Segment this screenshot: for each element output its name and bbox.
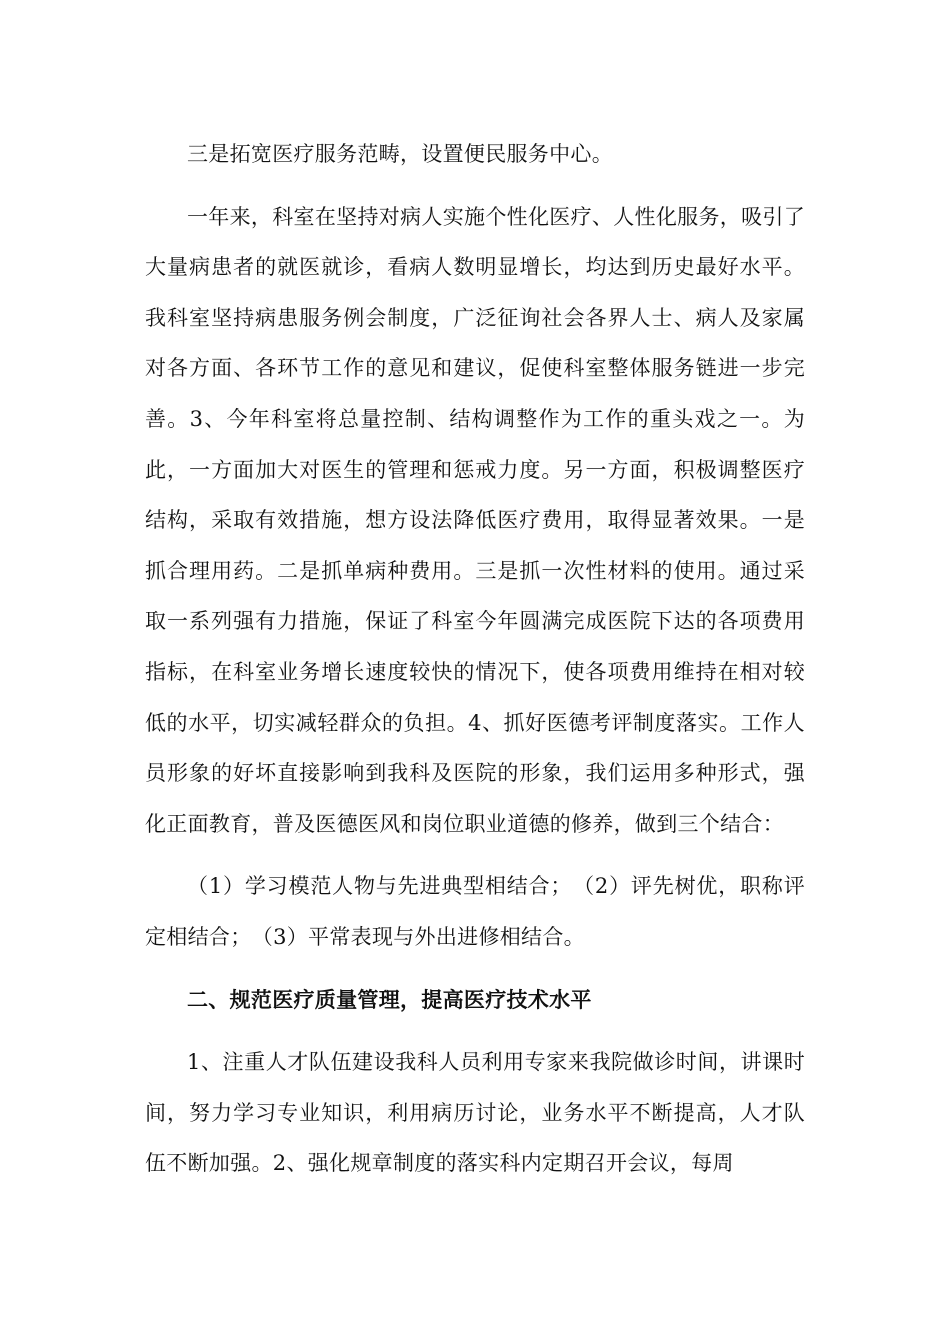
paragraph-talent-team: 1、注重人才队伍建设我科人员利用专家来我院做诊时间，讲课时间，努力学习专业知识，利用病历讨论，业务水平不断提高，人才队伍不断加强。2、强化规章制度的落实科内定期召开会议，每周 — [145, 1050, 805, 1176]
paragraph-gap — [145, 849, 805, 861]
paragraph-gap — [145, 1025, 805, 1037]
paragraph-three-combinations: （1）学习模范人物与先进典型相结合； （2）评先树优，职称评定相结合； （3）平常表现与外出进修相结合。 — [145, 874, 805, 949]
paragraph-annual-summary: 一年来，科室在坚持对病人实施个性化医疗、人性化服务，吸引了大量病患者的就医就诊，看病人数明显增长，均达到历史最好水平。我科室坚持病患服务例会制度，广泛征询社会各界人士、病人及家属对各方面、各环节工作的意见和建议，促使科室整体服务链进一步完善。3、今年科室将总量控制、结构调整作为工作的重头戏之一。为此，一方面加大对医生的管理和惩戒力度。另一方面，积极调整医疗结构，采取有效措施，想方设法降低医疗费用，取得显著效果。一是抓合理用药。二是抓单病种费用。三是抓一次性材料的使用。通过采取一系列强有力措施，保证了科室今年圆满完成医院下达的各项费用指标，在科室业务增长速度较快的情况下，使各项费用维持在相对较低的水平，切实减轻群众的负担。4、抓好医德考评制度落实。工作人员形象的好坏直接影响到我科及医院的形象，我们运用多种形式，强化正面教育，普及医德医风和岗位职业道德的修养，做到三个结合： — [145, 204, 805, 836]
section-heading-quality-management: 二、规范医疗质量管理，提高医疗技术水平 — [187, 987, 592, 1012]
paragraph-service-center: 三是拓宽医疗服务范畴，设置便民服务中心。 — [187, 142, 613, 166]
paragraph-gap — [145, 963, 805, 975]
paragraph-gap — [145, 180, 805, 192]
document-body — [145, 129, 805, 1189]
